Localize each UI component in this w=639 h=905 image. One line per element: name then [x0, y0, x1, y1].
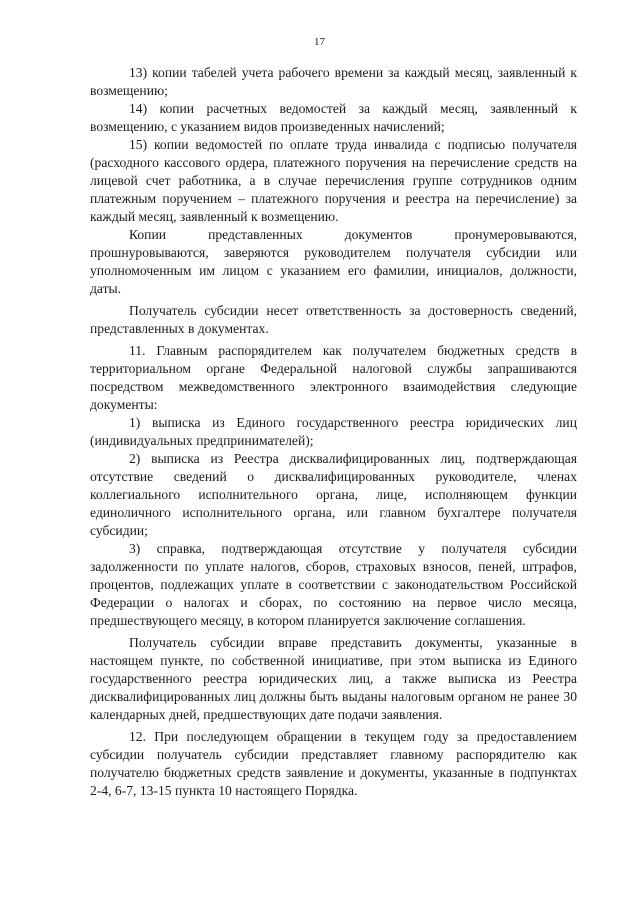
section-11-item-3: 3) справка, подтверждающая отсутствие у получателя субсидии задолженности по уплате налогов, сборов, страховых взносов, пеней, штрафов, процентов, подлежащих уплате в соответствии с законодательством Российской Федерации о налогах и сборах, по состоянию на первое число месяца, предшествующего месяцу, в котором планируется заключение соглашения. — [90, 541, 577, 628]
item-15-wage-statements: 15) копии ведомостей по оплате труда инвалида с подписью получателя (расходного кассового ордера, платежного поручения на перечисление средств на лицевой счет работника, а в случае перечисления группе сотрудников одним платежным поручением – платежного поручения и реестра на перечисление) за каждый месяц, заявленный к возмещению. — [90, 137, 577, 224]
own-initiative-paragraph: Получатель субсидии вправе представить документы, указанные в настоящем пункте, по собственной инициативе, при этом выписка из Единого государственного реестра юридических лиц, а также выписка из Реестра дисквалифицированных лиц должны быть выданы налоговым органом не ранее 30 календарных дней, предшествующих дате подачи заявления. — [90, 635, 577, 722]
section-12-paragraph: 12. При последующем обращении в текущем году за предоставлением субсидии получатель субсидии представляет главному распорядителю как получателю бюджетных средств заявление и документы, указанные в подпунктах 2-4, 6-7, 13-15 пункта 10 настоящего Порядка. — [90, 729, 577, 798]
document-body — [90, 64, 577, 800]
item-14-payroll-statements: 14) копии расчетных ведомостей за каждый месяц, заявленный к возмещению, с указанием видов произведенных начислений; — [90, 101, 577, 134]
item-13-timesheets: 13) копии табелей учета рабочего времени за каждый месяц, заявленный к возмещению; — [90, 65, 577, 98]
responsibility-paragraph: Получатель субсидии несет ответственность за достоверность сведений, представленных в документах. — [90, 303, 577, 336]
section-11-item-1: 1) выписка из Единого государственного реестра юридических лиц (индивидуальных предпринимателей); — [90, 415, 577, 448]
section-11-paragraph: 11. Главным распорядителем как получателем бюджетных средств в территориальном органе Федеральной налоговой службы запрашиваются посредством межведомственного электронного взаимодействия следующие документы: — [90, 343, 577, 412]
copies-certification-paragraph: Копии представленных документов пронумеровываются, прошнуровываются, заверяются руководителем получателя субсидии или уполномоченным им лицом с указанием его фамилии, инициалов, должности, даты. — [90, 227, 577, 296]
section-11-item-2: 2) выписка из Реестра дисквалифицированных лиц, подтверждающая отсутствие сведений о дисквалифицированных руководителе, членах коллегиального исполнительного органа, лице, исполняющем функции единоличного исполнительного органа, или главном бухгалтере получателя субсидии; — [90, 451, 577, 538]
page-number: 17 — [314, 36, 325, 48]
